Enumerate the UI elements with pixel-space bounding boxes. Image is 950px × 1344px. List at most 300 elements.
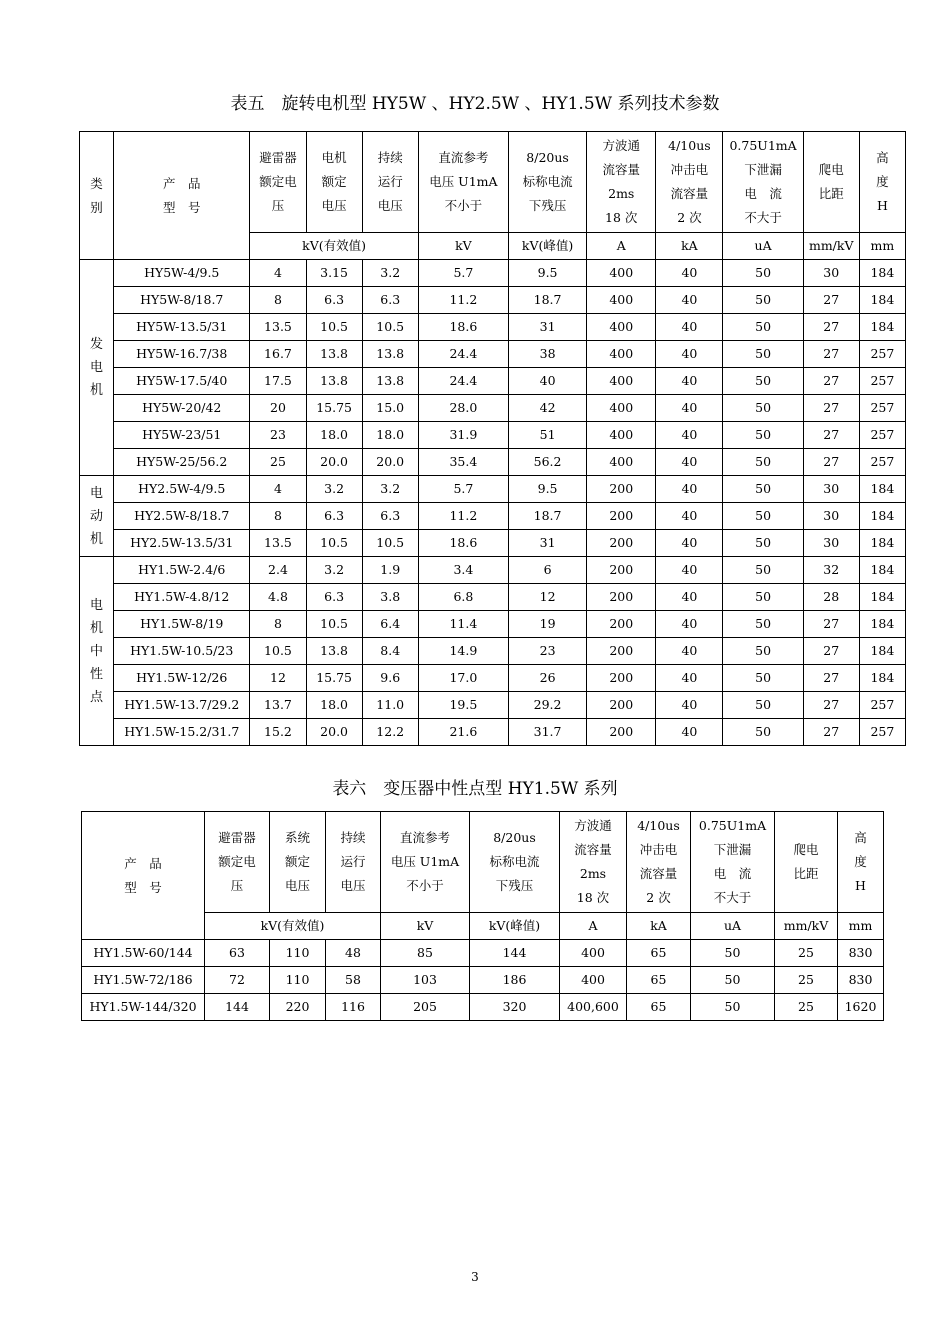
value-cell: 110 bbox=[270, 967, 326, 994]
table-row bbox=[80, 260, 906, 287]
header-motor-rated: 电机 额定 电压 bbox=[306, 132, 362, 233]
value-cell: 72 bbox=[205, 967, 270, 994]
value-cell: 8.4 bbox=[362, 638, 418, 665]
value-cell: 18.0 bbox=[306, 422, 362, 449]
header-arrester-rated: 避雷器 额定电 压 bbox=[250, 132, 306, 233]
value-cell: 400 bbox=[587, 260, 656, 287]
value-cell: 40 bbox=[656, 341, 723, 368]
value-cell: 40 bbox=[656, 368, 723, 395]
unit-kv-rms: kV(有效值) bbox=[250, 233, 418, 260]
value-cell: 24.4 bbox=[418, 341, 508, 368]
value-cell: 3.8 bbox=[362, 584, 418, 611]
category-cell: 电 机 中 性 点 bbox=[80, 557, 114, 746]
value-cell: 257 bbox=[859, 368, 905, 395]
unit-mm-kv: mm/kV bbox=[775, 913, 838, 940]
product-model-cell: HY5W-23/51 bbox=[114, 422, 250, 449]
value-cell: 6.3 bbox=[306, 584, 362, 611]
value-cell: 40 bbox=[656, 557, 723, 584]
value-cell: 184 bbox=[859, 287, 905, 314]
value-cell: 400 bbox=[560, 967, 627, 994]
value-cell: 40 bbox=[508, 368, 586, 395]
header-category: 类 别 bbox=[80, 132, 114, 260]
value-cell: 51 bbox=[508, 422, 586, 449]
value-cell: 8 bbox=[250, 503, 306, 530]
value-cell: 257 bbox=[859, 692, 905, 719]
value-cell: 40 bbox=[656, 395, 723, 422]
value-cell: 17.0 bbox=[418, 665, 508, 692]
value-cell: 25 bbox=[775, 994, 838, 1021]
product-model-cell: HY5W-20/42 bbox=[114, 395, 250, 422]
value-cell: 200 bbox=[587, 530, 656, 557]
product-model-cell: HY1.5W-15.2/31.7 bbox=[114, 719, 250, 746]
value-cell: 12 bbox=[250, 665, 306, 692]
table-row bbox=[80, 314, 906, 341]
header-height: 高 度 H bbox=[859, 132, 905, 233]
value-cell: 20 bbox=[250, 395, 306, 422]
unit-ua: uA bbox=[723, 233, 803, 260]
value-cell: 50 bbox=[723, 341, 803, 368]
value-cell: 184 bbox=[859, 503, 905, 530]
value-cell: 38 bbox=[508, 341, 586, 368]
value-cell: 6.8 bbox=[418, 584, 508, 611]
product-model-cell: HY1.5W-10.5/23 bbox=[114, 638, 250, 665]
value-cell: 20.0 bbox=[306, 719, 362, 746]
value-cell: 13.8 bbox=[362, 341, 418, 368]
value-cell: 10.5 bbox=[306, 611, 362, 638]
value-cell: 21.6 bbox=[418, 719, 508, 746]
value-cell: 830 bbox=[838, 940, 884, 967]
table-row bbox=[82, 994, 884, 1021]
value-cell: 10.5 bbox=[362, 530, 418, 557]
product-model-cell: HY5W-8/18.7 bbox=[114, 287, 250, 314]
value-cell: 13.8 bbox=[306, 638, 362, 665]
value-cell: 31.9 bbox=[418, 422, 508, 449]
value-cell: 50 bbox=[723, 368, 803, 395]
value-cell: 257 bbox=[859, 395, 905, 422]
product-model-cell: HY1.5W-72/186 bbox=[82, 967, 205, 994]
value-cell: 13.5 bbox=[250, 530, 306, 557]
value-cell: 184 bbox=[859, 638, 905, 665]
value-cell: 184 bbox=[859, 665, 905, 692]
value-cell: 3.2 bbox=[306, 557, 362, 584]
value-cell: 20.0 bbox=[362, 449, 418, 476]
value-cell: 25 bbox=[775, 967, 838, 994]
value-cell: 50 bbox=[723, 557, 803, 584]
value-cell: 15.75 bbox=[306, 665, 362, 692]
header-dc-ref: 直流参考 电压 U1mA 不小于 bbox=[381, 812, 470, 913]
unit-kv-peak: kV(峰值) bbox=[470, 913, 560, 940]
value-cell: 400 bbox=[587, 422, 656, 449]
value-cell: 85 bbox=[381, 940, 470, 967]
value-cell: 65 bbox=[627, 994, 691, 1021]
value-cell: 6.3 bbox=[362, 503, 418, 530]
category-cell: 电 动 机 bbox=[80, 476, 114, 557]
value-cell: 30 bbox=[803, 260, 859, 287]
header-arrester-rated: 避雷器 额定电 压 bbox=[205, 812, 270, 913]
value-cell: 116 bbox=[326, 994, 381, 1021]
header-leakage: 0.75U1mA 下泄漏 电 流 不大于 bbox=[723, 132, 803, 233]
value-cell: 27 bbox=[803, 368, 859, 395]
table-row bbox=[80, 287, 906, 314]
table-row bbox=[80, 368, 906, 395]
value-cell: 27 bbox=[803, 449, 859, 476]
product-model-cell: HY5W-4/9.5 bbox=[114, 260, 250, 287]
value-cell: 830 bbox=[838, 967, 884, 994]
value-cell: 50 bbox=[723, 395, 803, 422]
value-cell: 9.5 bbox=[508, 476, 586, 503]
value-cell: 9.5 bbox=[508, 260, 586, 287]
header-leakage: 0.75U1mA 下泄漏 电 流 不大于 bbox=[691, 812, 775, 913]
value-cell: 40 bbox=[656, 287, 723, 314]
unit-kv: kV bbox=[418, 233, 508, 260]
value-cell: 13.8 bbox=[306, 341, 362, 368]
value-cell: 29.2 bbox=[508, 692, 586, 719]
value-cell: 10.5 bbox=[306, 530, 362, 557]
value-cell: 12 bbox=[508, 584, 586, 611]
value-cell: 15.2 bbox=[250, 719, 306, 746]
value-cell: 400 bbox=[587, 341, 656, 368]
value-cell: 27 bbox=[803, 395, 859, 422]
value-cell: 28.0 bbox=[418, 395, 508, 422]
value-cell: 10.5 bbox=[362, 314, 418, 341]
value-cell: 10.5 bbox=[306, 314, 362, 341]
value-cell: 24.4 bbox=[418, 368, 508, 395]
value-cell: 50 bbox=[691, 940, 775, 967]
value-cell: 50 bbox=[723, 530, 803, 557]
value-cell: 3.2 bbox=[362, 476, 418, 503]
unit-kv-peak: kV(峰值) bbox=[508, 233, 586, 260]
value-cell: 400 bbox=[587, 395, 656, 422]
value-cell: 3.2 bbox=[362, 260, 418, 287]
value-cell: 320 bbox=[470, 994, 560, 1021]
header-residual: 8/20us 标称电流 下残压 bbox=[470, 812, 560, 913]
table-row bbox=[80, 422, 906, 449]
value-cell: 200 bbox=[587, 665, 656, 692]
value-cell: 144 bbox=[205, 994, 270, 1021]
value-cell: 15.0 bbox=[362, 395, 418, 422]
table5 bbox=[79, 131, 906, 746]
value-cell: 65 bbox=[627, 940, 691, 967]
value-cell: 18.7 bbox=[508, 503, 586, 530]
value-cell: 184 bbox=[859, 584, 905, 611]
value-cell: 63 bbox=[205, 940, 270, 967]
value-cell: 32 bbox=[803, 557, 859, 584]
value-cell: 19.5 bbox=[418, 692, 508, 719]
value-cell: 50 bbox=[723, 611, 803, 638]
value-cell: 50 bbox=[723, 449, 803, 476]
unit-kv-rms: kV(有效值) bbox=[205, 913, 381, 940]
value-cell: 4.8 bbox=[250, 584, 306, 611]
unit-ua: uA bbox=[691, 913, 775, 940]
value-cell: 11.2 bbox=[418, 503, 508, 530]
header-impulse: 4/10us 冲击电 流容量 2 次 bbox=[627, 812, 691, 913]
value-cell: 18.0 bbox=[362, 422, 418, 449]
value-cell: 50 bbox=[723, 692, 803, 719]
header-product: 产 品 型 号 bbox=[82, 812, 205, 940]
value-cell: 31 bbox=[508, 314, 586, 341]
value-cell: 31.7 bbox=[508, 719, 586, 746]
value-cell: 1620 bbox=[838, 994, 884, 1021]
table-row bbox=[80, 341, 906, 368]
table-row bbox=[80, 449, 906, 476]
value-cell: 50 bbox=[723, 638, 803, 665]
product-model-cell: HY1.5W-144/320 bbox=[82, 994, 205, 1021]
value-cell: 220 bbox=[270, 994, 326, 1021]
value-cell: 27 bbox=[803, 314, 859, 341]
value-cell: 12.2 bbox=[362, 719, 418, 746]
header-height: 高 度 H bbox=[838, 812, 884, 913]
value-cell: 48 bbox=[326, 940, 381, 967]
value-cell: 13.8 bbox=[306, 368, 362, 395]
value-cell: 200 bbox=[587, 557, 656, 584]
value-cell: 56.2 bbox=[508, 449, 586, 476]
value-cell: 27 bbox=[803, 692, 859, 719]
table-row bbox=[82, 940, 884, 967]
header-product: 产 品 型 号 bbox=[114, 132, 250, 260]
value-cell: 50 bbox=[723, 719, 803, 746]
value-cell: 50 bbox=[723, 665, 803, 692]
value-cell: 184 bbox=[859, 611, 905, 638]
table5-title: 表五 旋转电机型 HY5W 、HY2.5W 、HY1.5W 系列技术参数 bbox=[230, 94, 720, 114]
table-row bbox=[82, 967, 884, 994]
table6-title: 表六 变压器中性点型 HY1.5W 系列 bbox=[332, 779, 618, 799]
value-cell: 257 bbox=[859, 719, 905, 746]
value-cell: 31 bbox=[508, 530, 586, 557]
value-cell: 184 bbox=[859, 530, 905, 557]
product-model-cell: HY1.5W-2.4/6 bbox=[114, 557, 250, 584]
value-cell: 50 bbox=[723, 476, 803, 503]
value-cell: 27 bbox=[803, 422, 859, 449]
value-cell: 205 bbox=[381, 994, 470, 1021]
value-cell: 200 bbox=[587, 692, 656, 719]
value-cell: 400 bbox=[560, 940, 627, 967]
value-cell: 40 bbox=[656, 611, 723, 638]
value-cell: 5.7 bbox=[418, 260, 508, 287]
value-cell: 50 bbox=[723, 260, 803, 287]
value-cell: 50 bbox=[691, 967, 775, 994]
value-cell: 50 bbox=[723, 503, 803, 530]
value-cell: 30 bbox=[803, 530, 859, 557]
value-cell: 200 bbox=[587, 503, 656, 530]
header-system-rated: 系统 额定 电压 bbox=[270, 812, 326, 913]
value-cell: 50 bbox=[723, 314, 803, 341]
product-model-cell: HY2.5W-13.5/31 bbox=[114, 530, 250, 557]
value-cell: 42 bbox=[508, 395, 586, 422]
value-cell: 400 bbox=[587, 368, 656, 395]
value-cell: 8 bbox=[250, 287, 306, 314]
value-cell: 18.6 bbox=[418, 314, 508, 341]
value-cell: 184 bbox=[859, 314, 905, 341]
value-cell: 6.3 bbox=[306, 287, 362, 314]
table-row bbox=[80, 638, 906, 665]
unit-mm: mm bbox=[859, 233, 905, 260]
value-cell: 27 bbox=[803, 719, 859, 746]
value-cell: 40 bbox=[656, 692, 723, 719]
value-cell: 5.7 bbox=[418, 476, 508, 503]
value-cell: 14.9 bbox=[418, 638, 508, 665]
value-cell: 40 bbox=[656, 584, 723, 611]
value-cell: 40 bbox=[656, 665, 723, 692]
product-model-cell: HY2.5W-4/9.5 bbox=[114, 476, 250, 503]
value-cell: 1.9 bbox=[362, 557, 418, 584]
product-model-cell: HY5W-13.5/31 bbox=[114, 314, 250, 341]
unit-ka: kA bbox=[656, 233, 723, 260]
value-cell: 19 bbox=[508, 611, 586, 638]
value-cell: 10.5 bbox=[250, 638, 306, 665]
value-cell: 400 bbox=[587, 449, 656, 476]
value-cell: 3.15 bbox=[306, 260, 362, 287]
header-dc-ref: 直流参考 电压 U1mA 不小于 bbox=[418, 132, 508, 233]
value-cell: 184 bbox=[859, 557, 905, 584]
header-square-wave: 方波通 流容量 2ms 18 次 bbox=[587, 132, 656, 233]
table6 bbox=[81, 811, 884, 1021]
table-row bbox=[80, 395, 906, 422]
unit-mm-kv: mm/kV bbox=[803, 233, 859, 260]
value-cell: 2.4 bbox=[250, 557, 306, 584]
header-creepage: 爬电 比距 bbox=[775, 812, 838, 913]
value-cell: 27 bbox=[803, 665, 859, 692]
value-cell: 184 bbox=[859, 476, 905, 503]
value-cell: 110 bbox=[270, 940, 326, 967]
value-cell: 200 bbox=[587, 476, 656, 503]
category-cell: 发 电 机 bbox=[80, 260, 114, 476]
table-row bbox=[80, 665, 906, 692]
value-cell: 11.4 bbox=[418, 611, 508, 638]
header-square-wave: 方波通 流容量 2ms 18 次 bbox=[560, 812, 627, 913]
value-cell: 200 bbox=[587, 638, 656, 665]
value-cell: 4 bbox=[250, 260, 306, 287]
table-row bbox=[80, 611, 906, 638]
value-cell: 28 bbox=[803, 584, 859, 611]
value-cell: 200 bbox=[587, 584, 656, 611]
unit-kv: kV bbox=[381, 913, 470, 940]
value-cell: 3.2 bbox=[306, 476, 362, 503]
value-cell: 40 bbox=[656, 530, 723, 557]
value-cell: 23 bbox=[508, 638, 586, 665]
table-row bbox=[80, 692, 906, 719]
product-model-cell: HY1.5W-13.7/29.2 bbox=[114, 692, 250, 719]
table-row bbox=[80, 584, 906, 611]
value-cell: 40 bbox=[656, 449, 723, 476]
value-cell: 23 bbox=[250, 422, 306, 449]
value-cell: 186 bbox=[470, 967, 560, 994]
value-cell: 103 bbox=[381, 967, 470, 994]
product-model-cell: HY1.5W-60/144 bbox=[82, 940, 205, 967]
header-continuous: 持续 运行 电压 bbox=[362, 132, 418, 233]
unit-a: A bbox=[560, 913, 627, 940]
value-cell: 30 bbox=[803, 476, 859, 503]
value-cell: 6.4 bbox=[362, 611, 418, 638]
value-cell: 25 bbox=[775, 940, 838, 967]
header-residual: 8/20us 标称电流 下残压 bbox=[508, 132, 586, 233]
product-model-cell: HY2.5W-8/18.7 bbox=[114, 503, 250, 530]
value-cell: 15.75 bbox=[306, 395, 362, 422]
product-model-cell: HY5W-16.7/38 bbox=[114, 341, 250, 368]
value-cell: 58 bbox=[326, 967, 381, 994]
product-model-cell: HY1.5W-4.8/12 bbox=[114, 584, 250, 611]
header-impulse: 4/10us 冲击电 流容量 2 次 bbox=[656, 132, 723, 233]
table-row bbox=[80, 530, 906, 557]
value-cell: 200 bbox=[587, 611, 656, 638]
value-cell: 27 bbox=[803, 341, 859, 368]
value-cell: 9.6 bbox=[362, 665, 418, 692]
table-row bbox=[80, 719, 906, 746]
value-cell: 400,600 bbox=[560, 994, 627, 1021]
value-cell: 18.6 bbox=[418, 530, 508, 557]
value-cell: 16.7 bbox=[250, 341, 306, 368]
product-model-cell: HY5W-25/56.2 bbox=[114, 449, 250, 476]
value-cell: 13.7 bbox=[250, 692, 306, 719]
value-cell: 65 bbox=[627, 967, 691, 994]
value-cell: 400 bbox=[587, 314, 656, 341]
value-cell: 257 bbox=[859, 422, 905, 449]
value-cell: 257 bbox=[859, 449, 905, 476]
value-cell: 400 bbox=[587, 287, 656, 314]
value-cell: 257 bbox=[859, 341, 905, 368]
value-cell: 11.2 bbox=[418, 287, 508, 314]
value-cell: 13.5 bbox=[250, 314, 306, 341]
value-cell: 184 bbox=[859, 260, 905, 287]
value-cell: 40 bbox=[656, 422, 723, 449]
value-cell: 30 bbox=[803, 503, 859, 530]
value-cell: 8 bbox=[250, 611, 306, 638]
value-cell: 11.0 bbox=[362, 692, 418, 719]
unit-mm: mm bbox=[838, 913, 884, 940]
header-creepage: 爬电 比距 bbox=[803, 132, 859, 233]
value-cell: 27 bbox=[803, 611, 859, 638]
value-cell: 144 bbox=[470, 940, 560, 967]
value-cell: 18.0 bbox=[306, 692, 362, 719]
value-cell: 6.3 bbox=[306, 503, 362, 530]
product-model-cell: HY1.5W-8/19 bbox=[114, 611, 250, 638]
value-cell: 40 bbox=[656, 476, 723, 503]
value-cell: 27 bbox=[803, 638, 859, 665]
value-cell: 25 bbox=[250, 449, 306, 476]
value-cell: 17.5 bbox=[250, 368, 306, 395]
table-row bbox=[80, 476, 906, 503]
value-cell: 6 bbox=[508, 557, 586, 584]
value-cell: 18.7 bbox=[508, 287, 586, 314]
page-number: 3 bbox=[471, 1270, 479, 1284]
value-cell: 4 bbox=[250, 476, 306, 503]
table6-header-row bbox=[82, 812, 884, 913]
table5-header-row bbox=[80, 132, 906, 233]
value-cell: 40 bbox=[656, 503, 723, 530]
value-cell: 200 bbox=[587, 719, 656, 746]
value-cell: 50 bbox=[723, 287, 803, 314]
unit-a: A bbox=[587, 233, 656, 260]
value-cell: 50 bbox=[723, 422, 803, 449]
table-row bbox=[80, 503, 906, 530]
unit-ka: kA bbox=[627, 913, 691, 940]
header-continuous: 持续 运行 电压 bbox=[326, 812, 381, 913]
value-cell: 20.0 bbox=[306, 449, 362, 476]
value-cell: 26 bbox=[508, 665, 586, 692]
value-cell: 40 bbox=[656, 314, 723, 341]
value-cell: 27 bbox=[803, 287, 859, 314]
value-cell: 40 bbox=[656, 260, 723, 287]
table-row bbox=[80, 557, 906, 584]
value-cell: 40 bbox=[656, 719, 723, 746]
value-cell: 40 bbox=[656, 638, 723, 665]
product-model-cell: HY5W-17.5/40 bbox=[114, 368, 250, 395]
product-model-cell: HY1.5W-12/26 bbox=[114, 665, 250, 692]
value-cell: 50 bbox=[691, 994, 775, 1021]
value-cell: 6.3 bbox=[362, 287, 418, 314]
value-cell: 13.8 bbox=[362, 368, 418, 395]
value-cell: 50 bbox=[723, 584, 803, 611]
value-cell: 35.4 bbox=[418, 449, 508, 476]
